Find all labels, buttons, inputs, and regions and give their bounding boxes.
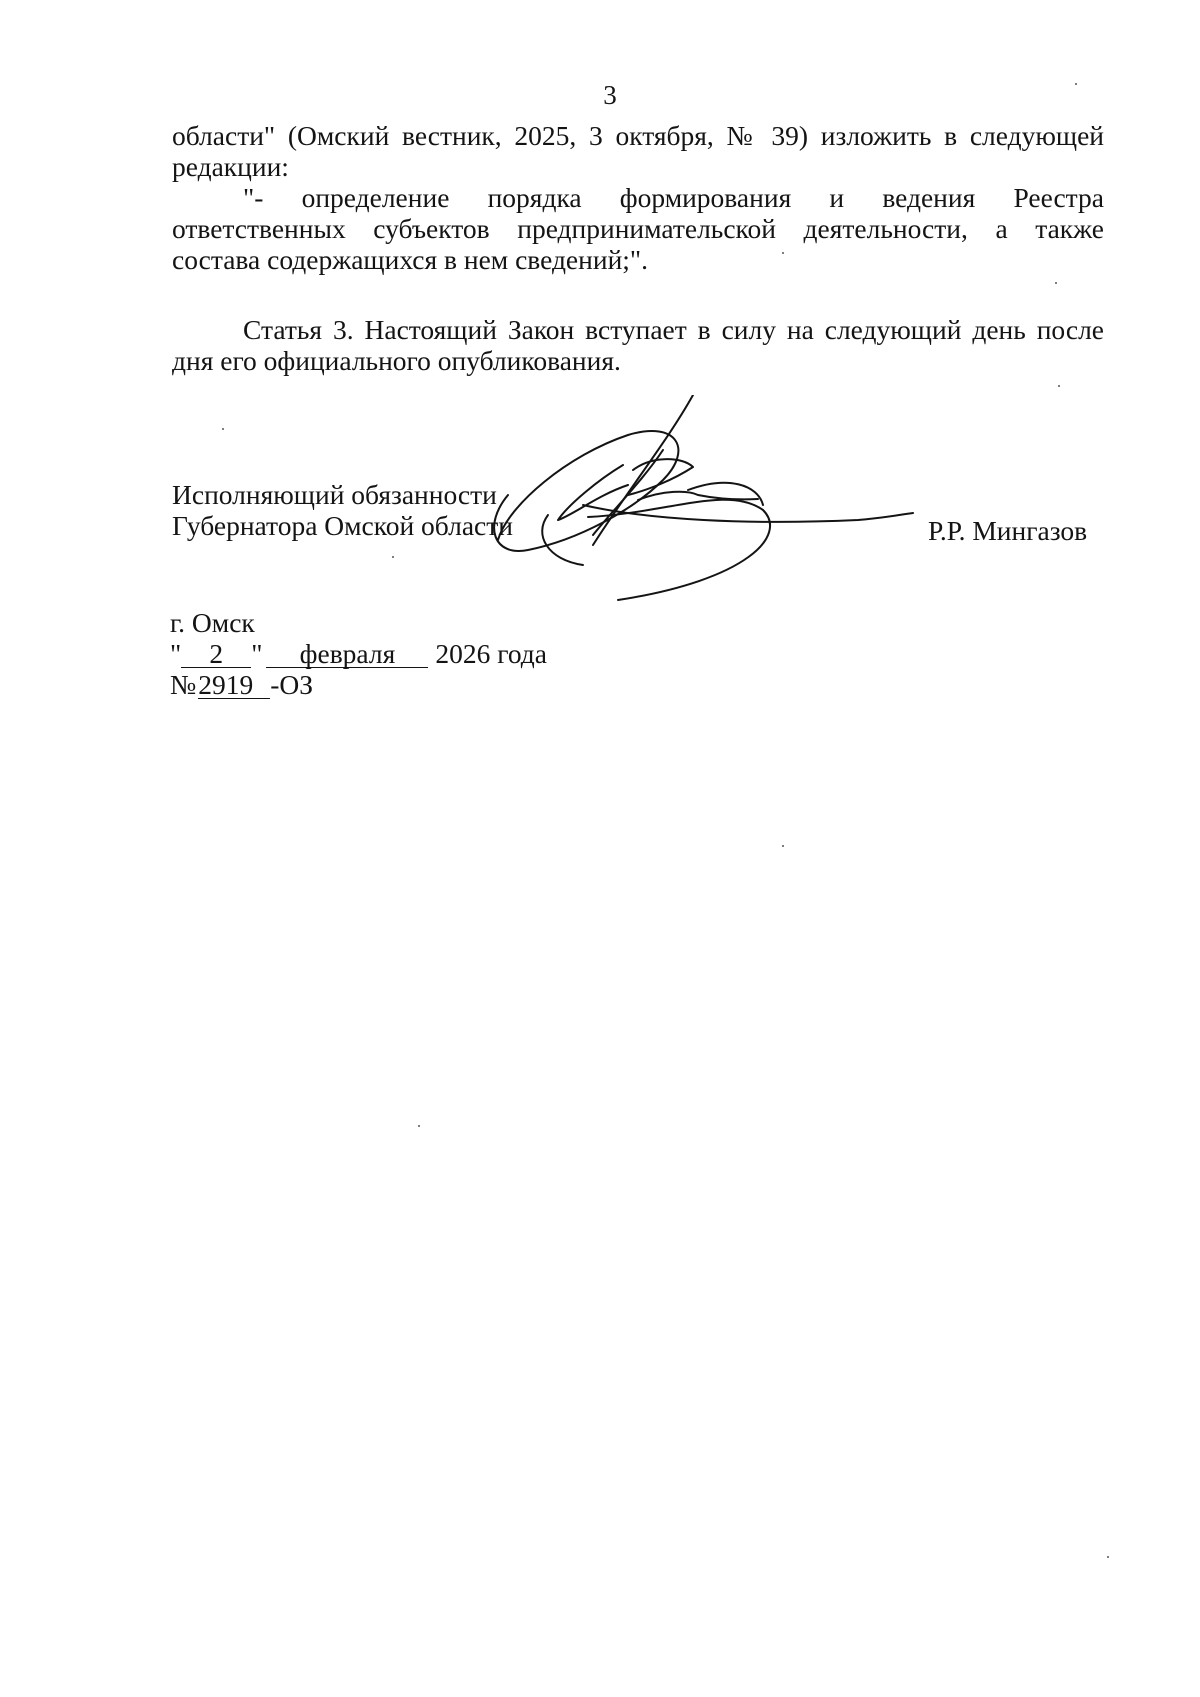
scan-speck xyxy=(418,1125,420,1127)
number-sign: № xyxy=(170,669,197,700)
signatory-title-line: Губернатора Омской области xyxy=(172,510,513,541)
scan-speck xyxy=(222,428,224,430)
text-line: области" (Омский вестник, 2025, 3 октября, № 39) изложить в следующей xyxy=(172,120,1104,151)
date-day: 2 xyxy=(181,641,251,668)
scan-speck xyxy=(782,252,784,254)
scan-speck xyxy=(1055,282,1057,284)
date-year: 2026 года xyxy=(435,638,547,669)
scan-speck xyxy=(1075,83,1077,85)
page-number: 3 xyxy=(603,80,617,110)
date-open-quote: " xyxy=(170,638,182,669)
city: г. Омск xyxy=(170,607,255,638)
signer-name: Р.Р. Мингазов xyxy=(928,515,1088,546)
date-line xyxy=(170,638,547,669)
signatory-title xyxy=(172,479,513,541)
text-line: дня его официального опубликования. xyxy=(172,345,621,376)
scan-speck xyxy=(1058,385,1060,387)
signatory-title-line: Исполняющий обязанности xyxy=(172,479,497,510)
law-number-line xyxy=(170,669,547,700)
place-date-number xyxy=(170,607,547,700)
date-month: февраля xyxy=(266,641,428,668)
date-close-quote: " xyxy=(251,638,263,669)
handwritten-signature xyxy=(488,395,938,615)
text-line: редакции: xyxy=(172,151,289,182)
scan-speck xyxy=(392,556,394,558)
quote-line: ответственных субъектов предпринимательской деятельности, а также xyxy=(172,213,1104,244)
scan-speck xyxy=(1107,1556,1109,1558)
law-number: 2919 xyxy=(198,672,270,699)
quote-line: "- определение порядка формирования и ведения Реестра xyxy=(243,182,1104,213)
law-number-suffix: -ОЗ xyxy=(270,669,314,700)
amendment-paragraph xyxy=(172,120,1104,275)
article-3-paragraph xyxy=(172,314,1104,376)
scan-speck xyxy=(782,845,784,847)
text-line: Статья 3. Настоящий Закон вступает в силу на следующий день после xyxy=(243,314,1104,345)
quote-line: состава содержащихся в нем сведений;". xyxy=(172,244,649,275)
